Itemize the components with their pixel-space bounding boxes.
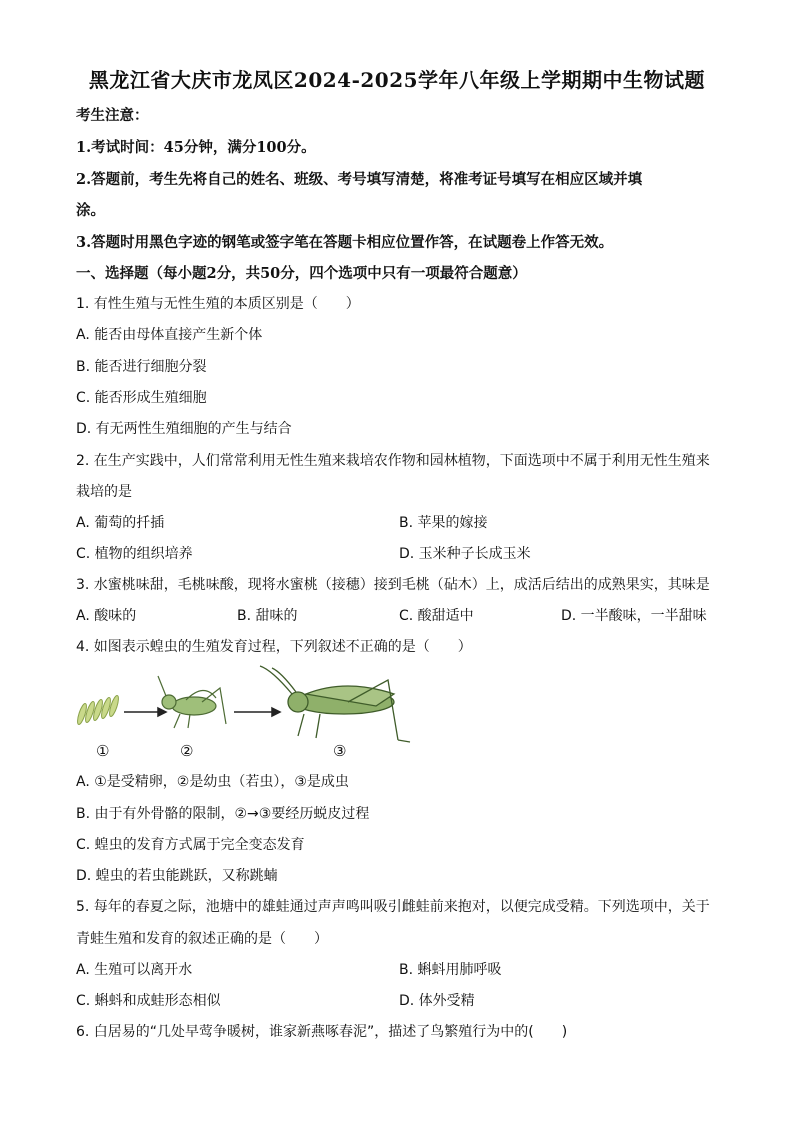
notice-item-1: 1.考试时间：45分钟，满分100分。 [76,139,316,156]
q4-option-c: C. 蝗虫的发育方式属于完全变态发育 [76,837,305,853]
q5-option-c: C. 蝌蚪和成蛙形态相似 [76,993,221,1009]
question-5-stem-cont: 青蛙生殖和发育的叙述正确的是（ ） [76,931,328,947]
section-heading: 一、选择题（每小题2分，共50分，四个选项中只有一项最符合题意） [76,265,527,282]
page-title: 黑龙江省大庆市龙凤区2024-2025学年八年级上学期期中生物试题 [88,68,706,92]
locust-life-cycle-illustration [76,662,426,762]
figure-label-2: ② [180,742,194,760]
q3-option-a: A. 酸味的 [76,608,137,624]
question-3-stem: 3. 水蜜桃味甜，毛桃味酸，现将水蜜桃（接穗）接到毛桃（砧木）上，成活后结出的成熟果实，其味是 [76,577,710,593]
q4-option-d: D. 蝗虫的若虫能跳跃，又称跳蝻 [76,868,278,884]
question-5-stem: 5. 每年的春夏之际，池塘中的雄蛙通过声声鸣叫吸引雌蛙前来抱对，以便完成受精。下列选项中，关于 [76,899,710,915]
q1-option-b: B. 能否进行细胞分裂 [76,359,207,375]
figure-label-3: ③ [333,742,347,760]
q3-option-b: B. 甜味的 [237,608,298,624]
q1-option-a: A. 能否由母体直接产生新个体 [76,327,263,343]
q2-option-a: A. 葡萄的扦插 [76,515,165,531]
notice-item-2: 2.答题前，考生先将自己的姓名、班级、考号填写清楚，将准考证号填写在相应区域并填 [76,171,643,188]
question-6-stem: 6. 白居易的“几处早莺争暖树，谁家新燕啄春泥”，描述了鸟繁殖行为中的( ) [76,1024,568,1040]
q4-option-b: B. 由于有外骨骼的限制，②→③要经历蜕皮过程 [76,806,370,822]
q5-option-b: B. 蝌蚪用肺呼吸 [399,962,502,978]
q2-option-b: B. 苹果的嫁接 [399,515,488,531]
question-2-stem: 2. 在生产实践中，人们常常利用无性生殖来栽培农作物和园林植物，下面选项中不属于利用无性生殖来 [76,453,710,469]
notice-item-3: 3.答题时用黑色字迹的钢笔或签字笔在答题卡相应位置作答，在试题卷上作答无效。 [76,234,614,251]
q3-option-c: C. 酸甜适中 [399,608,474,624]
q4-option-a: A. ①是受精卵，②是幼虫（若虫），③是成虫 [76,774,349,790]
q1-option-c: C. 能否形成生殖细胞 [76,390,207,406]
q2-option-d: D. 玉米种子长成玉米 [399,546,531,562]
q2-option-c: C. 植物的组织培养 [76,546,193,562]
arrow-icon [234,708,280,716]
q1-option-d: D. 有无两性生殖细胞的产生与结合 [76,421,292,437]
q5-option-d: D. 体外受精 [399,993,475,1009]
eggs-icon [76,695,120,726]
arrow-icon [124,708,166,716]
notice-heading: 考生注意： [76,107,149,124]
adult-locust-icon [260,666,410,742]
question-2-stem-cont: 栽培的是 [76,484,132,500]
nymph-icon [158,676,226,728]
notice-item-2-cont: 涂。 [76,202,105,219]
question-1-stem: 1. 有性生殖与无性生殖的本质区别是（ ） [76,296,360,312]
q3-option-d: D. 一半酸味，一半甜味 [561,608,707,624]
figure-label-1: ① [96,742,110,760]
locust-development-figure [76,662,426,762]
question-4-stem: 4. 如图表示蝗虫的生殖发育过程，下列叙述不正确的是（ ） [76,639,472,655]
q5-option-a: A. 生殖可以离开水 [76,962,193,978]
